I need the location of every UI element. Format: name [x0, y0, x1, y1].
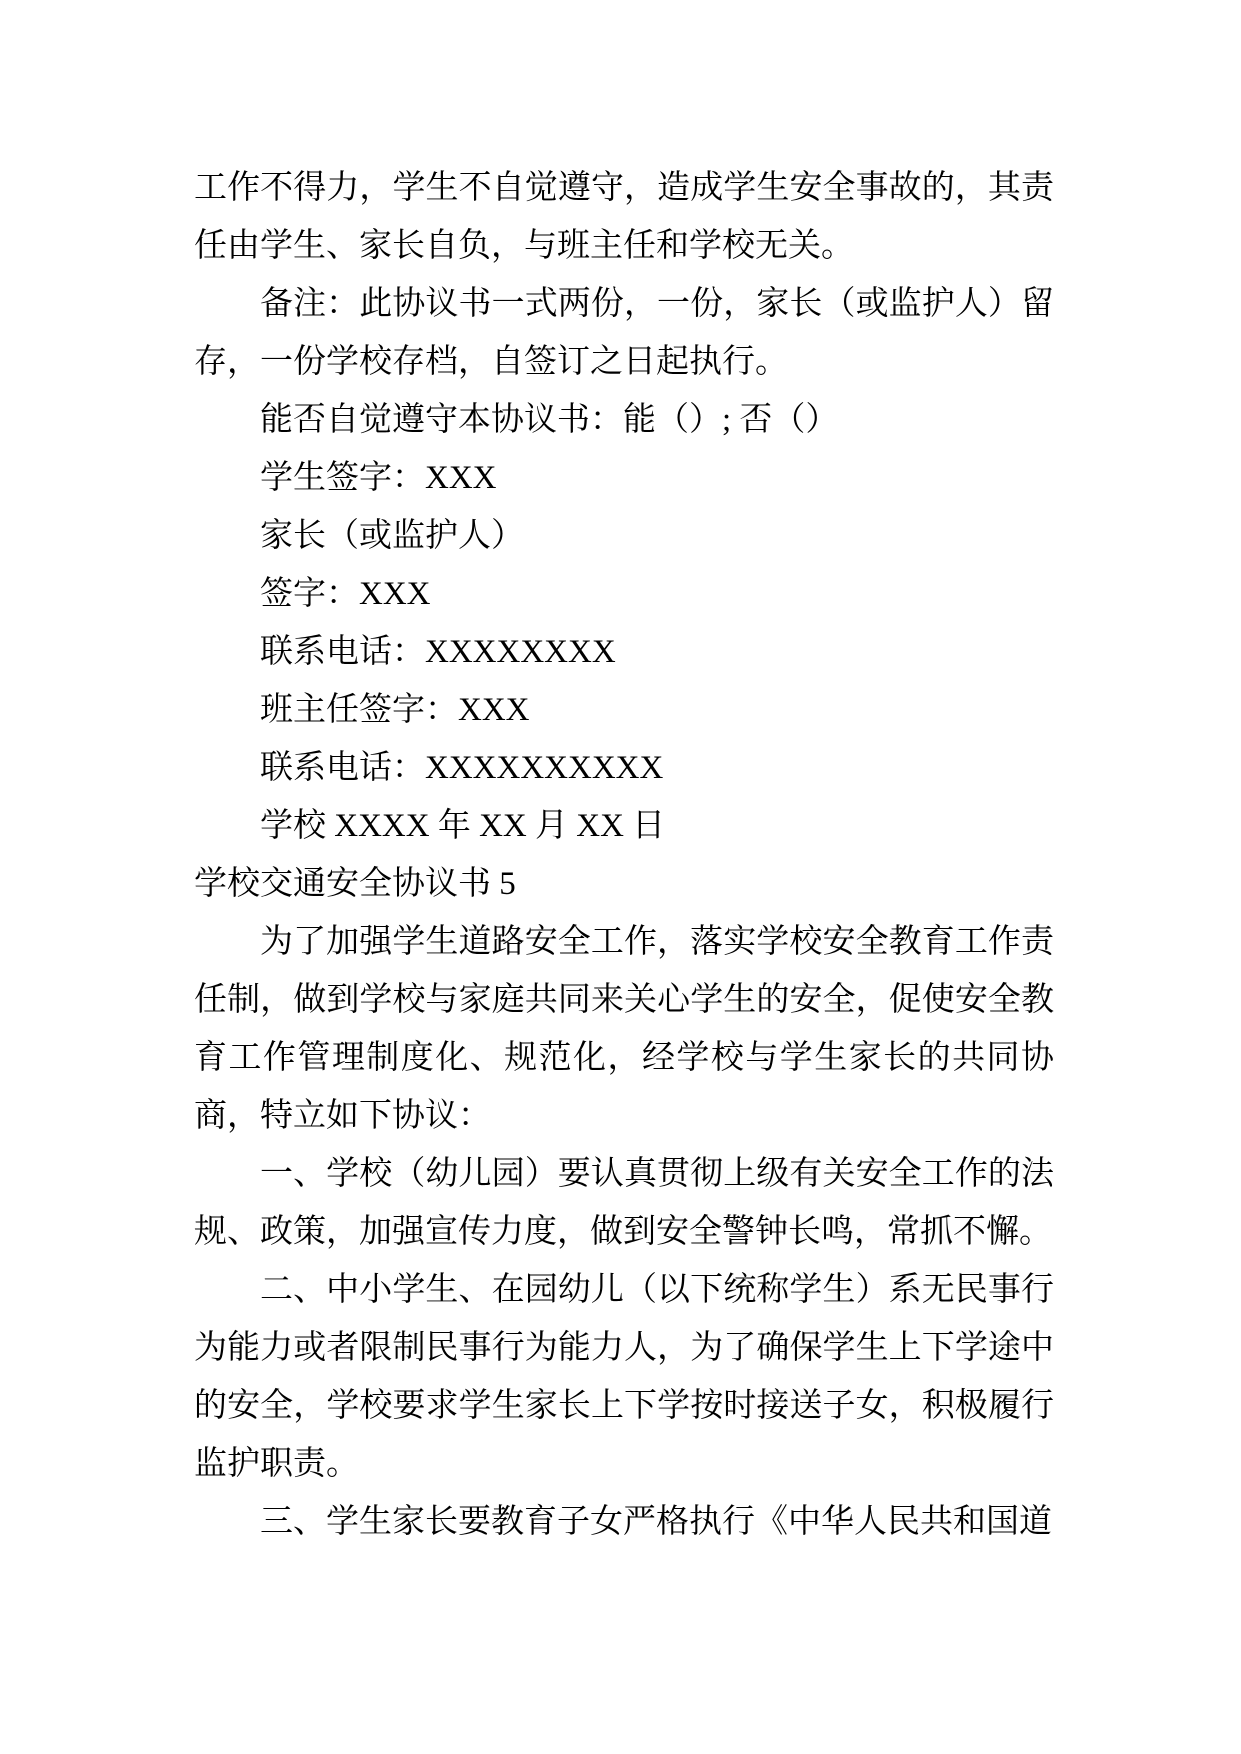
line-contact-phone-teacher: 联系电话：XXXXXXXXXX — [260, 750, 664, 786]
line-school-date: 学校 XXXX 年 XX 月 XX 日 — [260, 808, 666, 844]
paragraph-item-3-continued: 三、学生家长要教育子女严格执行《中华人民共和国道 — [260, 1504, 1052, 1540]
line-head-teacher-signature: 班主任签字：XXX — [260, 692, 530, 728]
paragraph-remark: 备注：此协议书一式两份，一份，家长（或监护人）留存，一份学校存档，自签订之日起执行。 — [194, 286, 1054, 380]
paragraph-preamble: 为了加强学生道路安全工作，落实学校安全教育工作责任制，做到学校与家庭共同来关心学生的安全，促使安全教育工作管理制度化、规范化，经学校与学生家长的共同协商，特立如下协议： — [194, 924, 1054, 1134]
line-parent-guardian-label: 家长（或监护人） — [260, 518, 524, 554]
section-title-agreement-5: 学校交通安全协议书 5 — [194, 866, 516, 902]
line-contact-phone-parent: 联系电话：XXXXXXXX — [260, 634, 616, 670]
paragraph-item-2: 二、中小学生、在园幼儿（以下统称学生）系无民事行为能力或者限制民事行为能力人，为了确保学生上下学途中的安全，学校要求学生家长上下学按时接送子女，积极履行监护职责。 — [194, 1272, 1054, 1482]
line-student-signature: 学生签字：XXX — [260, 460, 497, 496]
paragraph-liability-continued: 工作不得力，学生不自觉遵守，造成学生安全事故的，其责任由学生、家长自负，与班主任和学校无关。 — [194, 170, 1054, 264]
paragraph-item-1: 一、学校（幼儿园）要认真贯彻上级有关安全工作的法规、政策，加强宣传力度，做到安全警钟长鸣，常抓不懈。 — [194, 1156, 1054, 1250]
line-signature: 签字：XXX — [260, 576, 431, 612]
line-compliance-question: 能否自觉遵守本协议书：能（）; 否（） — [260, 402, 839, 438]
document-body — [194, 159, 1054, 1551]
